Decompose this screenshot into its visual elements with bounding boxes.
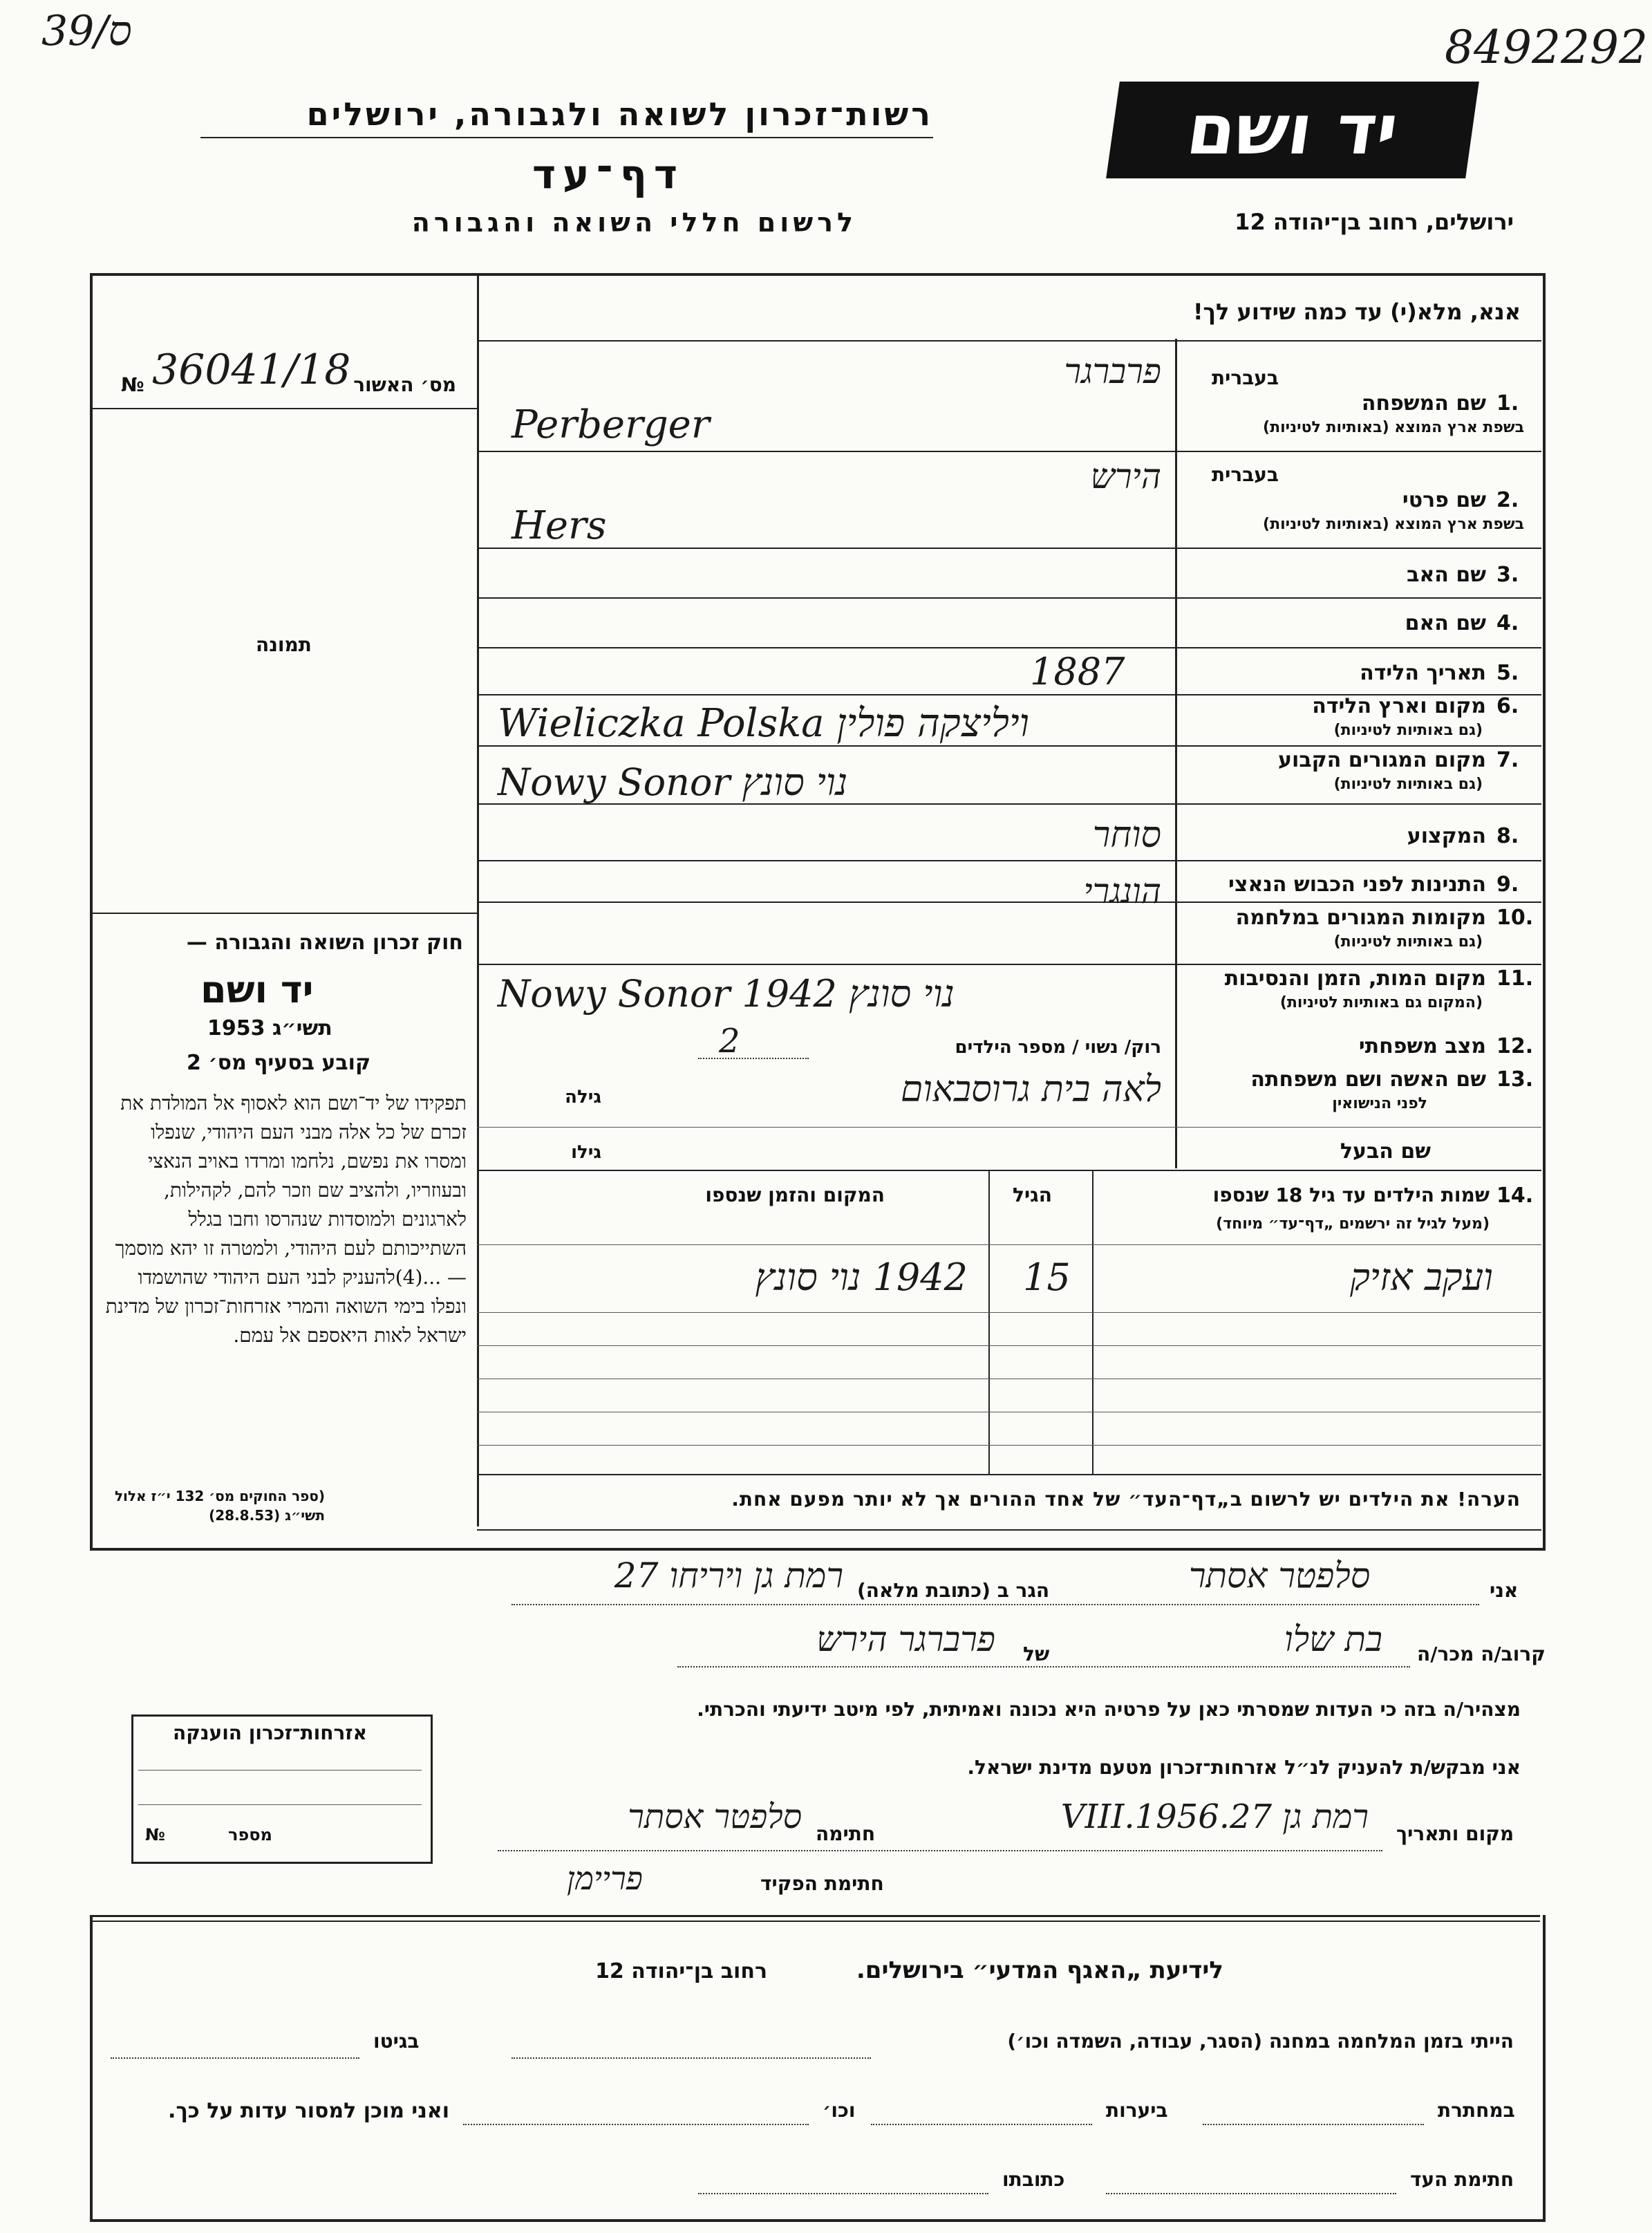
child-1-age[interactable]: 15 — [1023, 1255, 1071, 1299]
relation-value[interactable]: בת שלו — [1284, 1619, 1382, 1659]
field-1-sub: בשפת ארץ המוצא (באותיות לטיניות) — [1263, 419, 1524, 436]
children-row-1-line — [477, 1312, 1541, 1313]
field-7-num: 7. — [1496, 748, 1519, 772]
authority-name: רשות־זכרון לשואה ולגבורה, ירושלים — [306, 95, 933, 133]
field-8-num: 8. — [1496, 824, 1519, 848]
field-6-sub: (גם באותיות לטיניות) — [1333, 722, 1483, 739]
declarant-name[interactable]: סלפטר אסתר — [1189, 1555, 1371, 1596]
field-10-sub: (גם באותיות לטיניות) — [1333, 933, 1483, 951]
field-1-tag: בעברית — [1211, 366, 1279, 389]
law-source: (ספר החוקים מס׳ 132 י״ז אלול תשי״ג (28.8.53) — [114, 1488, 325, 1524]
children-note: הערה! את הילדים יש לרשום ב„דף־העד״ של אחד ההורים אך לא יותר מפעם אחת. — [731, 1488, 1521, 1511]
law-year: תשי״ג 1953 — [207, 1016, 332, 1040]
left-column-divider — [477, 275, 479, 1526]
field-3-label: שם האב — [1407, 563, 1486, 587]
footer-willing: ואני מוכן למסור עדות על כך. — [168, 2099, 449, 2123]
authority-underline — [200, 137, 933, 138]
field-9-label: התנינות לפני הכבוש הנאצי — [1228, 872, 1486, 897]
footer-line-1: הייתי בזמן המלחמה במחנה (הסגר, עבודה, השמדה וכו׳) — [1007, 2030, 1514, 2053]
field-12-num: 12. — [1496, 1034, 1534, 1058]
wife-name-value[interactable]: לאה בית גרוסבאום — [900, 1069, 1161, 1110]
field-10-num: 10. — [1496, 906, 1534, 930]
law-title: חוק זכרון השואה והגבורה — — [186, 931, 463, 955]
declarant-address[interactable]: רמת גן ויריחו 27 — [614, 1555, 843, 1596]
field-7-label: מקום המגורים הקבוע — [1278, 748, 1486, 772]
form-instruction: אנא, מלא(י) עד כמה שידוע לך! — [1192, 299, 1521, 325]
child-1-name[interactable]: ועקב אזיק — [1350, 1255, 1493, 1299]
children-row-5-line — [477, 1445, 1541, 1446]
field-6-num: 6. — [1496, 694, 1519, 718]
shel-label: של — [1023, 1643, 1050, 1665]
field-10-label: מקומות המגורים במלחמה — [1235, 906, 1486, 930]
photo-bottom-line — [92, 913, 477, 914]
label-column-divider — [1175, 339, 1177, 1168]
field-7-value[interactable]: Nowy Sonor נוי סונץ — [498, 760, 848, 804]
field-2-latin-value[interactable]: Hers — [511, 503, 607, 548]
children-table-bottom — [477, 1474, 1541, 1475]
resides-label: הגר ב (כתובת מלאה) — [857, 1579, 1050, 1602]
field-5-value[interactable]: 1887 — [1030, 650, 1125, 693]
footer-underground: במחתרת — [1438, 2099, 1515, 2122]
children-table-subtitle: (מעל לגיל זה ירשמים „דף־עד״ מיוחד) — [1216, 1215, 1490, 1233]
relative-name-value[interactable]: פרברגר הירש — [816, 1619, 995, 1659]
citizenship-box-title: אזרחות־זכרון הוענקה — [173, 1721, 367, 1744]
instruction-divider — [477, 340, 1541, 342]
citizenship-line-2 — [138, 1804, 422, 1805]
yad-vashem-logo: יד ושם — [1106, 82, 1479, 178]
law-clause: קובע בסעיף מס׳ 2 — [187, 1051, 371, 1075]
footer-frame — [90, 1915, 1546, 2222]
footer-title: לידיעת „האגף המדעי״ בירושלים. — [856, 1956, 1223, 1984]
doc-subtitle: לרשום חללי השואה והגבורה — [411, 207, 857, 238]
footer-ghetto-label: בגיטו — [373, 2030, 420, 2053]
marital-status-options[interactable]: רוק/ נשוי / מספר הילדים — [955, 1037, 1161, 1058]
row-8-divider — [477, 860, 1541, 861]
approval-no-prefix: № — [121, 373, 144, 396]
row-7-divider — [477, 803, 1541, 805]
children-table-header-line — [477, 1244, 1541, 1245]
field-13-num: 13. — [1496, 1067, 1534, 1092]
row-3-divider — [477, 597, 1541, 599]
field-8-label: המקצוע — [1407, 824, 1486, 848]
law-body: תפקידו של יד־ושם הוא לאסוף אל המולדת את זכרם של כל אלה מבני העם היהודי, שנפלו ומסרו את נפשם, נלחמו ומרדו באויב הנאצי ובעוזריו, ולהציב שם וזכר להם, לקהילות, לארגונים ולמוסדות שנהרסו וחבו בגלל השתייכותם לעם היהודי, ולמטרה זו יהא מוסמך — ...(4)להעניק לבני העם היהודי שהושמדו ונפלו בימי השואה והמרי אזרחות־זכרון של מדינת ישראל לאות היאספם אל עמם. — [105, 1092, 467, 1347]
children-count[interactable]: 2 — [719, 1022, 740, 1061]
place-date-value[interactable]: רמת גן 27.VIII.1956 — [1060, 1797, 1369, 1836]
field-11-num: 11. — [1496, 966, 1534, 991]
field-1-label: שם המשפחה — [1361, 391, 1486, 415]
declaration-ani: אני — [1490, 1579, 1519, 1602]
official-signature[interactable]: פריימן — [567, 1860, 643, 1897]
row-14-divider — [477, 1170, 1541, 1171]
children-table-col-age — [988, 1170, 990, 1474]
field-6-label: מקום וארץ הלידה — [1312, 694, 1486, 718]
children-table-age-header: הגיל — [1013, 1184, 1052, 1206]
field-1-latin-value[interactable]: Perberger — [511, 402, 710, 447]
approval-number-label: מס׳ האשור — [353, 373, 456, 396]
field-2-tag: בעברית — [1211, 463, 1279, 486]
footer-etc: וכו׳ — [823, 2099, 856, 2122]
footer-forests: ביערות — [1106, 2099, 1168, 2122]
citizenship-number-label: מספר — [228, 1825, 272, 1844]
header-address: ירושלים, רחוב בן־יהודה 12 — [1235, 209, 1514, 235]
children-count-dots — [698, 1058, 809, 1059]
row-2-divider — [477, 548, 1541, 549]
field-11-sub: (המקום גם באותיות לטיניות) — [1279, 994, 1483, 1011]
children-table-num: 14. — [1496, 1184, 1534, 1208]
field-2-num: 2. — [1496, 488, 1519, 512]
declaration-statement: מצהיר/ה בזה כי העדות שמסרתי כאן על פרטיה היא נכונה ואמיתית, לפי מיטב ידיעתי והכרתי. — [697, 1698, 1521, 1721]
relative-label: קרוב/ה מכר/ה — [1417, 1643, 1546, 1665]
corner-note: 39/ס — [41, 7, 132, 55]
field-11-value[interactable]: Nowy Sonor 1942 נוי סונץ — [498, 972, 955, 1016]
field-10-value[interactable]: הונגרי — [1083, 871, 1161, 911]
file-number: 8492292 — [1445, 21, 1648, 74]
footer-witness-address: כתובתו — [1002, 2168, 1065, 2191]
place-date-label: מקום ותאריך — [1396, 1822, 1514, 1845]
note-bottom-line — [477, 1529, 1541, 1531]
husband-name-label: שם הבעל — [1340, 1139, 1431, 1164]
row-4-divider — [477, 647, 1541, 648]
footer-address: רחוב בן־יהודה 12 — [595, 1959, 767, 1983]
approval-number[interactable]: 36041/18 — [152, 346, 351, 394]
field-4-label: שם האם — [1405, 611, 1486, 635]
address-dots — [511, 1604, 1479, 1605]
signature-dots — [498, 1850, 1382, 1851]
field-3-num: 3. — [1496, 563, 1519, 587]
children-row-2-line — [477, 1345, 1541, 1346]
children-table-title: שמות הילדים עד גיל 18 שנספו — [1212, 1184, 1490, 1206]
law-name: יד ושם — [200, 968, 314, 1011]
photo-area-label: תמונה — [256, 633, 312, 656]
field-5-num: 5. — [1496, 661, 1519, 685]
field-2-label: שם פרטי — [1402, 488, 1486, 512]
approval-divider — [92, 408, 477, 409]
signature-label: חתימה — [816, 1822, 876, 1845]
field-6-value[interactable]: Wieliczka Polska ויליצקה פולין — [498, 701, 1029, 746]
official-signature-label: חתימת הפקיד — [760, 1872, 884, 1895]
children-table-col-name — [1092, 1170, 1093, 1474]
declaration-request: אני מבקש/ת להעניק לנ״ל אזרחות־זכרון מטעם מדינת ישראל. — [967, 1756, 1521, 1779]
footer-witness-signature: חתימת העד — [1410, 2168, 1514, 2191]
field-2-sub: בשפת ארץ המוצא (באותיות לטיניות) — [1263, 516, 1524, 533]
field-9-num: 9. — [1496, 872, 1519, 897]
wife-age-label: גילה — [565, 1087, 601, 1108]
row-10-divider — [477, 964, 1541, 965]
row-6-divider — [477, 745, 1541, 747]
row-13-divider — [477, 1127, 1541, 1128]
doc-type-title: דף־עד — [532, 151, 684, 198]
row-1-divider — [477, 451, 1541, 452]
field-1-num: 1. — [1496, 391, 1519, 415]
child-1-place[interactable]: 1942 נוי סונץ — [755, 1255, 968, 1299]
field-13-sub: לפני הנישואין — [1332, 1095, 1427, 1112]
field-2-hebrew-value[interactable]: הירש — [1090, 456, 1161, 496]
field-11-label: מקום המות, הזמן והנסיבות — [1224, 966, 1486, 991]
field-7-sub: (גם באותיות לטיניות) — [1333, 776, 1483, 793]
field-13-label: שם האשה ושם משפחתה — [1250, 1067, 1486, 1092]
field-5-label: תאריך הלידה — [1360, 661, 1486, 685]
children-table-place-header: המקום והזמן שנספו — [705, 1184, 885, 1206]
relative-dots — [677, 1666, 1410, 1667]
citizenship-no-prefix: № — [145, 1825, 165, 1844]
field-8-value[interactable]: סוחר — [1092, 814, 1161, 856]
husband-age-label: גילו — [571, 1142, 601, 1163]
field-4-num: 4. — [1496, 611, 1519, 635]
field-12-label: מצב משפחתי — [1358, 1034, 1486, 1058]
field-1-hebrew-value[interactable]: פרברגר — [1064, 351, 1161, 391]
signature-value[interactable]: סלפטר אסתר — [628, 1797, 802, 1836]
